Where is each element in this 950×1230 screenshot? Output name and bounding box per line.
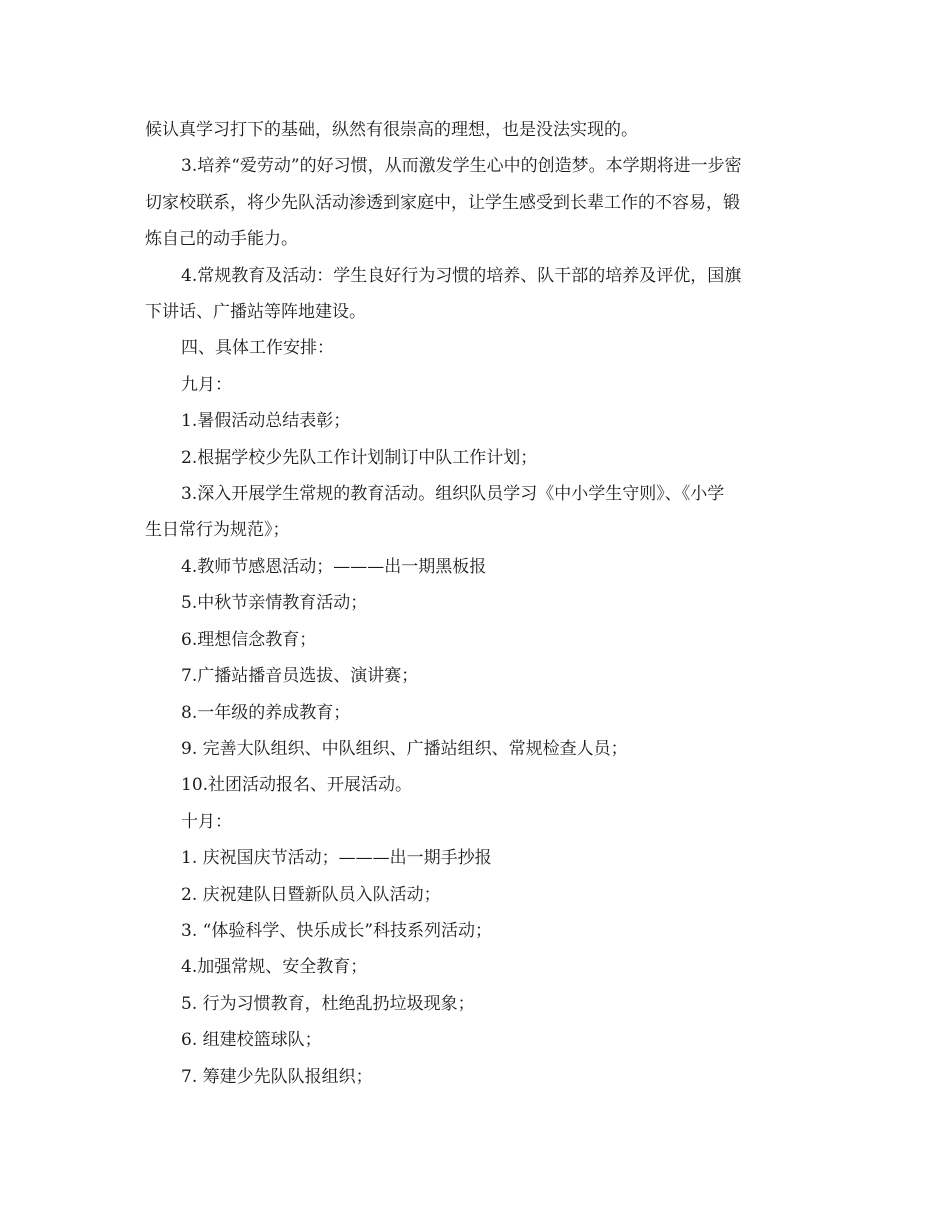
list-item: 9. 完善大队组织、中队组织、广播站组织、常规检查人员； (181, 738, 628, 759)
text-line: 生日常行为规范》； (145, 520, 290, 541)
list-item: 4.教师节感恩活动；———出一期黑板报 (181, 556, 487, 577)
month-heading-september: 九月： (181, 374, 232, 395)
list-item: 8.一年级的养成教育； (181, 702, 351, 723)
list-item: 3.深入开展学生常规的教育活动。组织队员学习《中小学生守则》、《小学 (181, 484, 725, 505)
list-item: 6. 组建校篮球队； (181, 1030, 322, 1051)
text-line: 下讲话、广播站等阵地建设。 (145, 302, 366, 323)
list-item: 1.暑假活动总结表彰； (181, 411, 351, 432)
text-line: 炼自己的动手能力。 (145, 229, 298, 250)
list-item: 5.中秋节亲情教育活动； (181, 593, 368, 614)
text-line: 切家校联系，将少先队活动渗透到家庭中，让学生感受到长辈工作的不容易，锻 (145, 192, 740, 213)
text-line: 4.常规教育及活动：学生良好行为习惯的培养、队干部的培养及评优，国旗 (181, 265, 742, 286)
list-item: 4.加强常规、安全教育； (181, 957, 368, 978)
list-item: 3. “体验科学、快乐成长”科技系列活动； (181, 920, 493, 941)
list-item: 2. 庆祝建队日暨新队员入队活动； (181, 884, 441, 905)
list-item: 7. 筹建少先队队报组织； (181, 1066, 373, 1087)
list-item: 5. 行为习惯教育，杜绝乱扔垃圾现象； (181, 993, 475, 1014)
list-item: 1. 庆祝国庆节活动；———出一期手抄报 (181, 848, 492, 869)
section-heading: 四、具体工作安排： (181, 338, 334, 359)
text-line: 候认真学习打下的基础，纵然有很崇高的理想，也是没法实现的。 (145, 120, 638, 140)
list-item: 10.社团活动报名、开展活动。 (181, 775, 413, 796)
list-item: 6.理想信念教育； (181, 629, 317, 650)
text-line: 3.培养“爱劳动”的好习惯，从而激发学生心中的创造梦。本学期将进一步密 (181, 156, 742, 177)
list-item: 2.根据学校少先队工作计划制订中队工作计划； (181, 447, 538, 468)
month-heading-october: 十月： (181, 811, 232, 832)
list-item: 7.广播站播音员选拔、演讲赛； (181, 666, 419, 687)
document-body (145, 112, 805, 1095)
